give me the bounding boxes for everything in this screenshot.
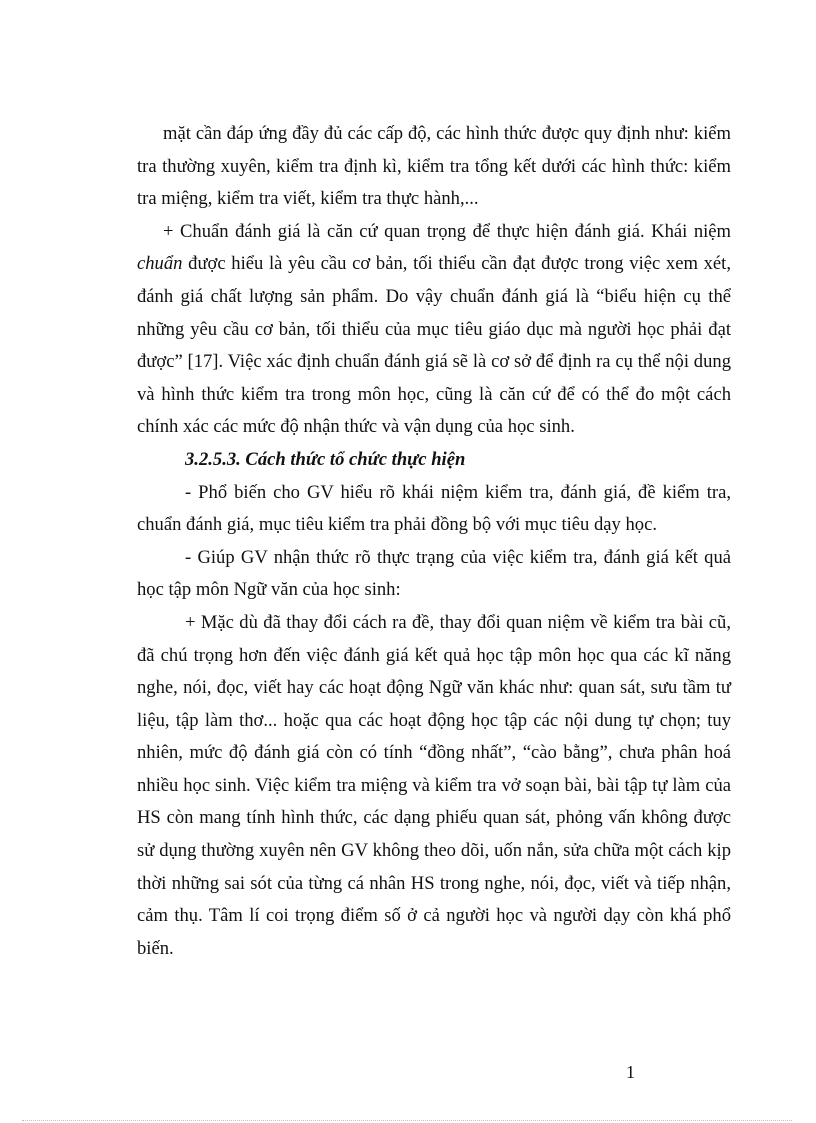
paragraph-dissemination: - Phổ biến cho GV hiểu rõ khái niệm kiểm tra, đánh giá, đề kiểm tra, chuẩn đánh giá, mục tiêu kiểm tra phải đồng bộ với mục tiêu dạy học. bbox=[137, 481, 731, 536]
paragraph-text-lead: + Chuẩn đánh giá là căn cứ quan trọng để thực hiện đánh giá. Khái niệm bbox=[163, 220, 731, 242]
page-body bbox=[137, 118, 731, 965]
page-number: 1 bbox=[626, 1062, 635, 1082]
paragraph-assessment-standard bbox=[137, 216, 731, 444]
paragraph-awareness: - Giúp GV nhận thức rõ thực trạng của việc kiểm tra, đánh giá kết quả học tập môn Ngữ văn của học sinh: bbox=[137, 546, 731, 601]
paragraph-assessment-levels: mặt cần đáp ứng đầy đủ các cấp độ, các hình thức được quy định như: kiểm tra thường xuyên, kiểm tra định kì, kiểm tra tổng kết dưới các hình thức: kiểm tra miệng, kiểm tra viết, kiểm tra thực hành,... bbox=[137, 123, 731, 210]
section-heading: 3.2.5.3. Cách thức tổ chức thực hiện bbox=[185, 448, 466, 470]
paragraph-text-rest: được hiểu là yêu cầu cơ bản, tối thiểu cần đạt được trong việc xem xét, đánh giá chất lượng sản phẩm. Do vậy chuẩn đánh giá là “biểu hiện cụ thể những yêu cầu cơ bản, tối thiểu của mục tiêu giáo dục mà người học phải đạt được” [17]. Việc xác định chuẩn đánh giá sẽ là cơ sở để định ra cụ thể nội dung và hình thức kiểm tra trong môn học, cũng là căn cứ để có thể đo một cách chính xác các mức độ nhận thức và vận dụng của học sinh. bbox=[137, 253, 731, 438]
emphasized-term: chuẩn bbox=[137, 253, 183, 275]
paragraph-current-state: + Mặc dù đã thay đổi cách ra đề, thay đổi quan niệm về kiểm tra bài cũ, đã chú trọng hơn đến việc đánh giá kết quả học tập môn học qua các kĩ năng nghe, nói, đọc, viết hay các hoạt động Ngữ văn khác như: quan sát, sưu tầm tư liệu, tập làm thơ... hoặc qua các hoạt động học tập các nội dung tự chọn; tuy nhiên, mức độ đánh giá còn có tính “đồng nhất”, “cào bằng”, chưa phân hoá nhiều học sinh. Việc kiểm tra miệng và kiểm tra vở soạn bài, bài tập tự làm của HS còn mang tính hình thức, các dạng phiếu quan sát, phỏng vấn không được sử dụng thường xuyên nên GV không theo dõi, uốn nắn, sửa chữa một cách kịp thời những sai sót của từng cá nhân HS trong nghe, nói, đọc, viết và tiếp nhận, cảm thụ. Tâm lí coi trọng điểm số ở cả người học và người dạy còn khá phổ biến. bbox=[137, 611, 731, 959]
page-bottom-divider bbox=[22, 1120, 792, 1121]
